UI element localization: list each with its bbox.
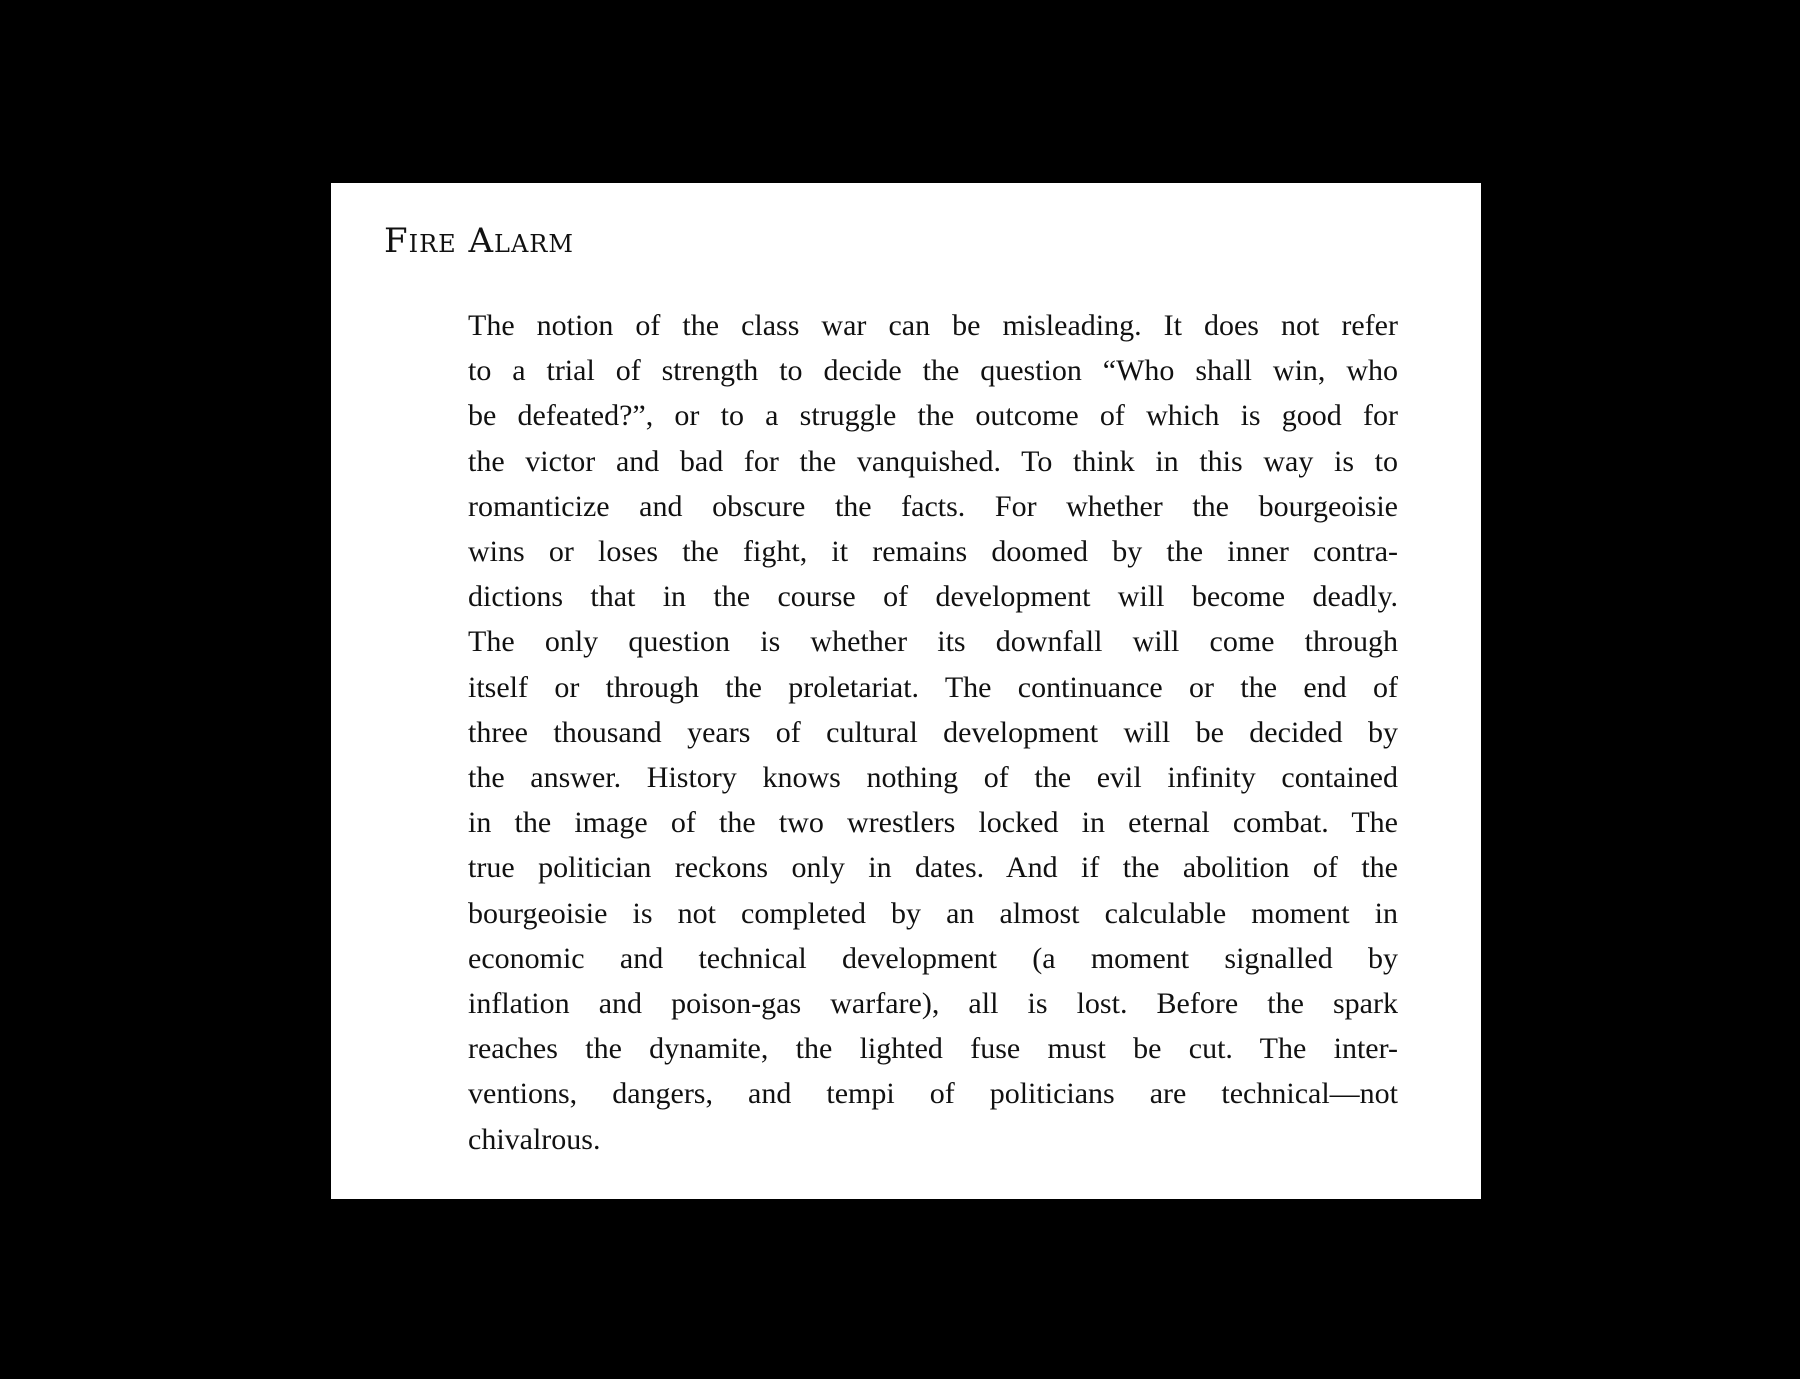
text-line: reaches the dynamite, the lighted fuse must be cut. The inter- (468, 1032, 1398, 1066)
text-line: inflation and poison-gas warfare), all is lost. Before the spark (468, 987, 1398, 1021)
text-line: the victor and bad for the vanquished. To think in this way is to (468, 444, 1398, 478)
text-line: economic and technical development (a moment signalled by (468, 941, 1398, 975)
text-line: true politician reckons only in dates. And if the abolition of the (468, 851, 1398, 885)
book-page (331, 183, 1481, 1199)
body-paragraph (468, 303, 1398, 1162)
text-line: The notion of the class war can be misleading. It does not refer (468, 309, 1398, 342)
text-line: the answer. History knows nothing of the evil infinity contained (468, 761, 1398, 795)
text-line: romanticize and obscure the facts. For whether the bourgeoisie (468, 489, 1398, 523)
text-line: The only question is whether its downfall will come through (468, 625, 1398, 659)
text-line: itself or through the proletariat. The continuance or the end of (468, 670, 1398, 704)
text-line: in the image of the two wrestlers locked in eternal combat. The (468, 806, 1398, 840)
text-line: be defeated?”, or to a struggle the outcome of which is good for (468, 399, 1398, 433)
section-title: Fire Alarm (384, 221, 574, 261)
text-line: chivalrous. (468, 1122, 601, 1156)
text-line: three thousand years of cultural development will be decided by (468, 715, 1398, 749)
text-line: to a trial of strength to decide the question “Who shall win, who (468, 354, 1398, 388)
text-line: dictions that in the course of development will become deadly. (468, 580, 1398, 614)
text-line: bourgeoisie is not completed by an almost calculable moment in (468, 896, 1398, 930)
text-line: wins or loses the fight, it remains doomed by the inner contra- (468, 535, 1398, 569)
text-line: ventions, dangers, and tempi of politicians are technical—not (468, 1077, 1398, 1111)
